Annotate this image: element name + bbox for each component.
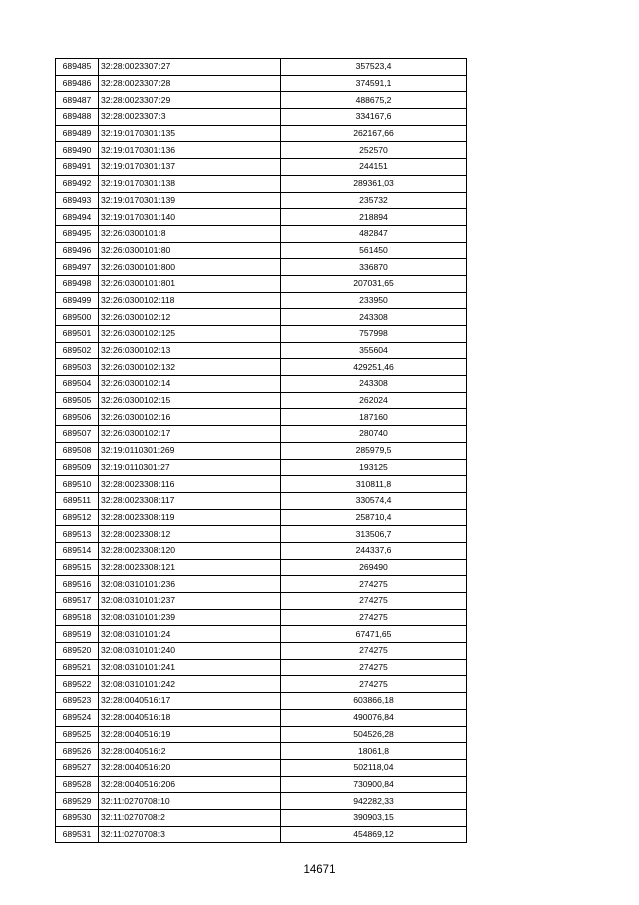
cadastral-value-cell: 258710,4	[281, 509, 467, 526]
cadastral-value-cell: 390903,15	[281, 809, 467, 826]
table-row	[56, 809, 467, 826]
table-row	[56, 242, 467, 259]
table-row	[56, 676, 467, 693]
cadastral-number-cell: 32:28:0023308:12	[99, 526, 281, 543]
cadastral-number-cell: 32:08:0310101:241	[99, 659, 281, 676]
cadastral-value-cell: 243308	[281, 376, 467, 393]
cadastral-value-cell: 274275	[281, 576, 467, 593]
cadastral-value-cell: 336870	[281, 259, 467, 276]
cadastral-value-cell: 374591,1	[281, 75, 467, 92]
cadastral-number-cell: 32:28:0023308:116	[99, 476, 281, 493]
table-row	[56, 743, 467, 760]
cadastral-number-cell: 32:19:0170301:136	[99, 142, 281, 159]
cadastral-number-cell: 32:19:0170301:140	[99, 209, 281, 226]
cadastral-value-cell: 289361,03	[281, 175, 467, 192]
record-id-cell: 689506	[56, 409, 99, 426]
record-id-cell: 689530	[56, 809, 99, 826]
cadastral-value-cell: 18061,8	[281, 743, 467, 760]
table-row	[56, 626, 467, 643]
cadastral-value-cell: 243308	[281, 309, 467, 326]
table-row	[56, 492, 467, 509]
cadastral-number-cell: 32:26:0300102:16	[99, 409, 281, 426]
cadastral-number-cell: 32:28:0023308:120	[99, 542, 281, 559]
cadastral-value-cell: 262024	[281, 392, 467, 409]
cadastral-number-cell: 32:26:0300101:800	[99, 259, 281, 276]
table-row	[56, 476, 467, 493]
cadastral-value-cell: 274275	[281, 609, 467, 626]
cadastral-value-table	[55, 58, 467, 843]
cadastral-value-cell: 757998	[281, 326, 467, 343]
record-id-cell: 689524	[56, 709, 99, 726]
table-row	[56, 376, 467, 393]
cadastral-number-cell: 32:26:0300101:801	[99, 275, 281, 292]
table-row	[56, 75, 467, 92]
table-row	[56, 559, 467, 576]
table-row	[56, 359, 467, 376]
cadastral-number-cell: 32:28:0023307:29	[99, 92, 281, 109]
cadastral-number-cell: 32:28:0023308:119	[99, 509, 281, 526]
cadastral-number-cell: 32:26:0300102:17	[99, 426, 281, 443]
table-row	[56, 643, 467, 660]
cadastral-value-cell: 454869,12	[281, 826, 467, 843]
cadastral-value-cell: 235732	[281, 192, 467, 209]
cadastral-value-cell: 357523,4	[281, 59, 467, 76]
table-row	[56, 509, 467, 526]
cadastral-number-cell: 32:26:0300102:15	[99, 392, 281, 409]
record-id-cell: 689494	[56, 209, 99, 226]
cadastral-value-cell: 269490	[281, 559, 467, 576]
cadastral-number-cell: 32:19:0170301:137	[99, 159, 281, 176]
record-id-cell: 689525	[56, 726, 99, 743]
record-id-cell: 689495	[56, 225, 99, 242]
cadastral-value-cell: 355604	[281, 342, 467, 359]
cadastral-value-cell: 244151	[281, 159, 467, 176]
cadastral-value-cell: 274275	[281, 659, 467, 676]
table-row	[56, 142, 467, 159]
cadastral-number-cell: 32:26:0300101:8	[99, 225, 281, 242]
cadastral-number-cell: 32:19:0170301:135	[99, 125, 281, 142]
record-id-cell: 689528	[56, 776, 99, 793]
cadastral-number-cell: 32:19:0110301:269	[99, 442, 281, 459]
cadastral-number-cell: 32:28:0040516:206	[99, 776, 281, 793]
record-id-cell: 689516	[56, 576, 99, 593]
cadastral-number-cell: 32:08:0310101:236	[99, 576, 281, 593]
record-id-cell: 689514	[56, 542, 99, 559]
table-row	[56, 426, 467, 443]
record-id-cell: 689497	[56, 259, 99, 276]
table-row	[56, 159, 467, 176]
cadastral-value-cell: 488675,2	[281, 92, 467, 109]
table-row	[56, 609, 467, 626]
cadastral-number-cell: 32:28:0023307:3	[99, 109, 281, 126]
table-row	[56, 109, 467, 126]
cadastral-value-cell: 285979,5	[281, 442, 467, 459]
cadastral-value-cell: 233950	[281, 292, 467, 309]
cadastral-value-cell: 274275	[281, 593, 467, 610]
record-id-cell: 689511	[56, 492, 99, 509]
record-id-cell: 689513	[56, 526, 99, 543]
cadastral-number-cell: 32:28:0023307:28	[99, 75, 281, 92]
table-row	[56, 526, 467, 543]
record-id-cell: 689491	[56, 159, 99, 176]
record-id-cell: 689499	[56, 292, 99, 309]
record-id-cell: 689501	[56, 326, 99, 343]
cadastral-value-cell: 330574,4	[281, 492, 467, 509]
cadastral-number-cell: 32:08:0310101:24	[99, 626, 281, 643]
table-row	[56, 175, 467, 192]
table-row	[56, 759, 467, 776]
cadastral-value-cell: 280740	[281, 426, 467, 443]
cadastral-value-cell: 502118,04	[281, 759, 467, 776]
table-row	[56, 259, 467, 276]
cadastral-number-cell: 32:19:0170301:138	[99, 175, 281, 192]
table-row	[56, 542, 467, 559]
record-id-cell: 689504	[56, 376, 99, 393]
cadastral-number-cell: 32:26:0300102:13	[99, 342, 281, 359]
record-id-cell: 689490	[56, 142, 99, 159]
cadastral-number-cell: 32:08:0310101:239	[99, 609, 281, 626]
record-id-cell: 689492	[56, 175, 99, 192]
cadastral-value-cell: 310811,8	[281, 476, 467, 493]
record-id-cell: 689500	[56, 309, 99, 326]
cadastral-value-cell: 490076,84	[281, 709, 467, 726]
cadastral-number-cell: 32:08:0310101:237	[99, 593, 281, 610]
record-id-cell: 689529	[56, 793, 99, 810]
record-id-cell: 689508	[56, 442, 99, 459]
record-id-cell: 689488	[56, 109, 99, 126]
table-row	[56, 192, 467, 209]
cadastral-value-cell: 274275	[281, 676, 467, 693]
record-id-cell: 689512	[56, 509, 99, 526]
table-row	[56, 275, 467, 292]
record-id-cell: 689523	[56, 693, 99, 710]
cadastral-value-cell: 67471,65	[281, 626, 467, 643]
table-row	[56, 442, 467, 459]
page-number: 14671	[303, 864, 336, 876]
table-row	[56, 209, 467, 226]
record-id-cell: 689517	[56, 593, 99, 610]
record-id-cell: 689496	[56, 242, 99, 259]
cadastral-number-cell: 32:11:0270708:2	[99, 809, 281, 826]
record-id-cell: 689502	[56, 342, 99, 359]
record-id-cell: 689526	[56, 743, 99, 760]
record-id-cell: 689509	[56, 459, 99, 476]
cadastral-value-cell: 218894	[281, 209, 467, 226]
cadastral-number-cell: 32:28:0040516:18	[99, 709, 281, 726]
record-id-cell: 689505	[56, 392, 99, 409]
record-id-cell: 689519	[56, 626, 99, 643]
cadastral-value-cell: 334167,6	[281, 109, 467, 126]
cadastral-number-cell: 32:11:0270708:10	[99, 793, 281, 810]
record-id-cell: 689487	[56, 92, 99, 109]
record-id-cell: 689489	[56, 125, 99, 142]
table-row	[56, 409, 467, 426]
table-row	[56, 125, 467, 142]
cadastral-number-cell: 32:26:0300101:80	[99, 242, 281, 259]
cadastral-number-cell: 32:26:0300102:118	[99, 292, 281, 309]
record-id-cell: 689503	[56, 359, 99, 376]
cadastral-value-cell: 274275	[281, 643, 467, 660]
cadastral-number-cell: 32:28:0023308:121	[99, 559, 281, 576]
table-row	[56, 793, 467, 810]
record-id-cell: 689510	[56, 476, 99, 493]
table-row	[56, 342, 467, 359]
table-row	[56, 309, 467, 326]
record-id-cell: 689521	[56, 659, 99, 676]
cadastral-number-cell: 32:28:0023307:27	[99, 59, 281, 76]
cadastral-number-cell: 32:28:0040516:17	[99, 693, 281, 710]
cadastral-value-cell: 207031,65	[281, 275, 467, 292]
record-id-cell: 689486	[56, 75, 99, 92]
cadastral-value-cell: 252570	[281, 142, 467, 159]
record-id-cell: 689531	[56, 826, 99, 843]
cadastral-value-cell: 262167,66	[281, 125, 467, 142]
record-id-cell: 689515	[56, 559, 99, 576]
cadastral-number-cell: 32:26:0300102:132	[99, 359, 281, 376]
cadastral-value-cell: 313506,7	[281, 526, 467, 543]
cadastral-number-cell: 32:19:0170301:139	[99, 192, 281, 209]
cadastral-value-cell: 730900,84	[281, 776, 467, 793]
cadastral-number-cell: 32:28:0040516:20	[99, 759, 281, 776]
cadastral-number-cell: 32:26:0300102:14	[99, 376, 281, 393]
table-row	[56, 576, 467, 593]
record-id-cell: 689493	[56, 192, 99, 209]
table-row	[56, 726, 467, 743]
cadastral-number-cell: 32:26:0300102:12	[99, 309, 281, 326]
cadastral-number-cell: 32:11:0270708:3	[99, 826, 281, 843]
record-id-cell: 689507	[56, 426, 99, 443]
record-id-cell: 689485	[56, 59, 99, 76]
table-row	[56, 326, 467, 343]
cadastral-value-cell: 603866,18	[281, 693, 467, 710]
cadastral-value-cell: 244337,6	[281, 542, 467, 559]
cadastral-value-cell: 187160	[281, 409, 467, 426]
cadastral-number-cell: 32:28:0023308:117	[99, 492, 281, 509]
cadastral-number-cell: 32:08:0310101:242	[99, 676, 281, 693]
table-row	[56, 459, 467, 476]
cadastral-value-cell: 504526,28	[281, 726, 467, 743]
table-row	[56, 826, 467, 843]
table-row	[56, 776, 467, 793]
table-row	[56, 709, 467, 726]
table-row	[56, 92, 467, 109]
cadastral-value-cell: 942282,33	[281, 793, 467, 810]
table-row	[56, 659, 467, 676]
table-row	[56, 392, 467, 409]
record-id-cell: 689498	[56, 275, 99, 292]
table-row	[56, 225, 467, 242]
cadastral-number-cell: 32:08:0310101:240	[99, 643, 281, 660]
cadastral-value-cell: 193125	[281, 459, 467, 476]
table-body	[56, 59, 467, 843]
table-row	[56, 693, 467, 710]
cadastral-number-cell: 32:28:0040516:2	[99, 743, 281, 760]
cadastral-value-cell: 429251,46	[281, 359, 467, 376]
record-id-cell: 689527	[56, 759, 99, 776]
table-row	[56, 59, 467, 76]
record-id-cell: 689520	[56, 643, 99, 660]
cadastral-number-cell: 32:26:0300102:125	[99, 326, 281, 343]
table-row	[56, 292, 467, 309]
cadastral-number-cell: 32:28:0040516:19	[99, 726, 281, 743]
table-row	[56, 593, 467, 610]
record-id-cell: 689518	[56, 609, 99, 626]
cadastral-value-cell: 482847	[281, 225, 467, 242]
cadastral-value-cell: 561450	[281, 242, 467, 259]
cadastral-number-cell: 32:19:0110301:27	[99, 459, 281, 476]
record-id-cell: 689522	[56, 676, 99, 693]
